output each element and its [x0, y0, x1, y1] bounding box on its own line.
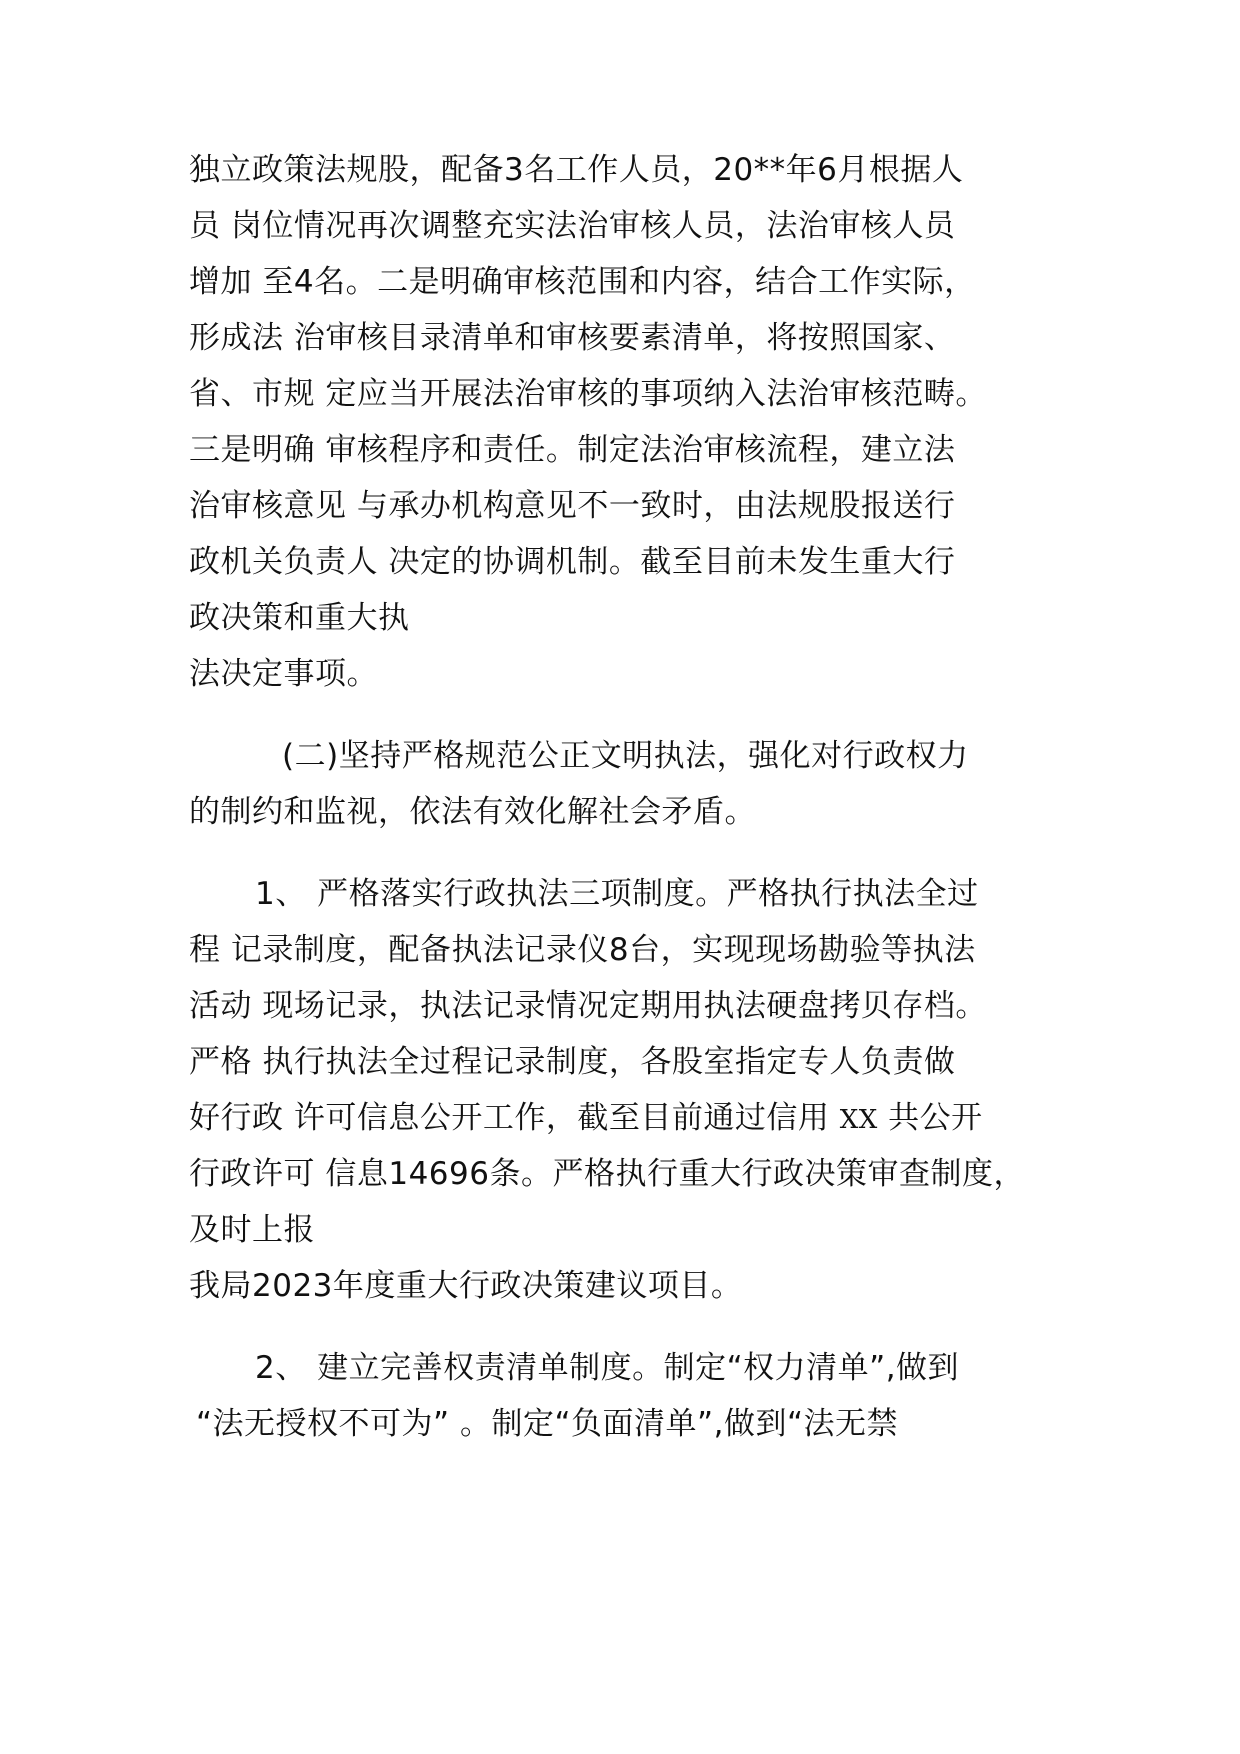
section-heading-line: (二)坚持严格规范公正文明执法，强化对行政权力 [282, 738, 969, 774]
paragraph-line: 严格 执行执法全过程记录制度，各股室指定专人负责做 [189, 1044, 956, 1080]
paragraph-line [189, 1098, 983, 1140]
paragraph-line: 治审核意见 与承办机构意见不一致时，由法规股报送行 [189, 488, 956, 524]
paragraph-line: 独立政策法规股，配备3名工作人员，20**年6月根据人 [189, 152, 964, 188]
list-item-line: 1、 严格落实行政执法三项制度。严格执行执法全过 [255, 876, 979, 912]
paragraph-line: 省、市规 定应当开展法治审核的事项纳入法治审核范畴。 [189, 376, 987, 412]
paragraph-line: 三是明确 审核程序和责任。制定法治审核流程，建立法 [189, 432, 956, 468]
paragraph-line: 活动 现场记录，执法记录情况定期用执法硬盘拷贝存档。 [189, 988, 987, 1024]
paragraph-line: 形成法 治审核目录清单和审核要素清单，将按照国家、 [189, 320, 956, 356]
paragraph-line: 政决策和重大执 [189, 600, 410, 636]
section-heading-line: 的制约和监视，依法有效化解社会矛盾。 [189, 794, 756, 830]
paragraph-line: 程 记录制度，配备执法记录仪8台，实现现场勘验等执法 [189, 932, 976, 968]
paragraph-text: 好行政 许可信息公开工作，截至目前通过信用 [189, 1100, 830, 1136]
paragraph-line: 法决定事项。 [189, 656, 378, 692]
paragraph-line: 增加 至4名。二是明确审核范围和内容，结合工作实际， [189, 264, 976, 300]
paragraph-text: 共公开 [888, 1100, 983, 1136]
paragraph-line: 及时上报 [189, 1212, 315, 1248]
paragraph-line: 政机关负责人 决定的协调机制。截至目前未发生重大行 [189, 544, 956, 580]
paragraph-line: 员 岗位情况再次调整充实法治审核人员，法治审核人员 [189, 208, 956, 244]
paragraph-line: “法无授权不可为” 。制定“负面清单”,做到“法无禁 [196, 1406, 899, 1442]
paragraph-line: 我局2023年度重大行政决策建议项目。 [189, 1268, 743, 1304]
placeholder-text: XX [839, 1105, 878, 1135]
list-item-line: 2、 建立完善权责清单制度。制定“权力清单”,做到 [255, 1350, 960, 1386]
paragraph-line: 行政许可 信息14696条。严格执行重大行政决策审查制度， [189, 1156, 1025, 1192]
